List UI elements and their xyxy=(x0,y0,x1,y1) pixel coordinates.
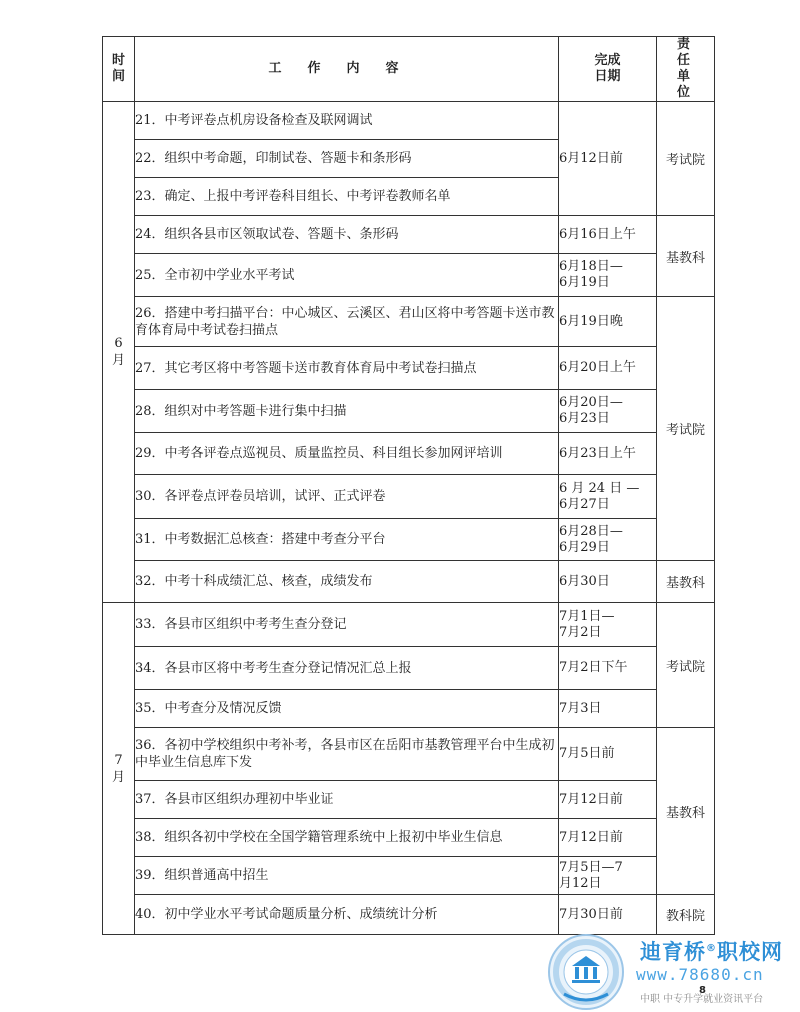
date-21-23: 6月12日前 xyxy=(559,102,657,216)
table-row xyxy=(103,647,715,690)
task-32: 32．中考十科成绩汇总、核查，成绩发布 xyxy=(135,561,559,603)
date-33: 7月1日—7月2日 xyxy=(559,603,657,647)
task-37: 37．各县市区组织办理初中毕业证 xyxy=(135,781,559,819)
task-25: 25．全市初中学业水平考试 xyxy=(135,254,559,297)
month-july: 7月 xyxy=(103,603,135,935)
task-38: 38．组织各初中学校在全国学籍管理系统中上报初中毕业生信息 xyxy=(135,819,559,857)
date-28: 6月20日—6月23日 xyxy=(559,390,657,433)
task-23: 23．确定、上报中考评卷科目组长、中考评卷教师名单 xyxy=(135,178,559,216)
task-31: 31．中考数据汇总核查：搭建中考查分平台 xyxy=(135,519,559,561)
task-26: 26．搭建中考扫描平台：中心城区、云溪区、君山区将中考答题卡送市教育体育局中考试卷扫描点 xyxy=(135,297,559,347)
task-28: 28．组织对中考答题卡进行集中扫描 xyxy=(135,390,559,433)
header-row xyxy=(103,37,715,102)
table-row xyxy=(103,102,715,140)
table-row xyxy=(103,347,715,390)
table-row xyxy=(103,819,715,857)
table-row xyxy=(103,690,715,728)
task-22: 22．组织中考命题，印制试卷、答题卡和条形码 xyxy=(135,140,559,178)
header-dept: 责任单位 xyxy=(657,37,715,102)
date-29: 6月23日上午 xyxy=(559,433,657,475)
table-row xyxy=(103,781,715,819)
task-35: 35．中考查分及情况反馈 xyxy=(135,690,559,728)
table-row xyxy=(103,603,715,647)
dept-kaoshiyuan-2: 考试院 xyxy=(657,297,715,561)
task-30: 30．各评卷点评卷员培训，试评、正式评卷 xyxy=(135,475,559,519)
header-content: 工作内容 xyxy=(135,37,559,102)
task-27: 27．其它考区将中考答题卡送市教育体育局中考试卷扫描点 xyxy=(135,347,559,390)
task-39: 39．组织普通高中招生 xyxy=(135,857,559,895)
date-25: 6月18日—6月19日 xyxy=(559,254,657,297)
date-35: 7月3日 xyxy=(559,690,657,728)
header-date: 完成日期 xyxy=(559,37,657,102)
date-40: 7月30日前 xyxy=(559,895,657,935)
brand-url: www.78680.cn xyxy=(636,965,764,984)
date-31: 6月28日—6月29日 xyxy=(559,519,657,561)
task-24: 24．组织各县市区领取试卷、答题卡、条形码 xyxy=(135,216,559,254)
month-june: 6月 xyxy=(103,102,135,603)
dept-jiaokeyuan: 教科院 xyxy=(657,895,715,935)
brand-seal-icon xyxy=(548,934,624,1010)
table-row xyxy=(103,519,715,561)
table-row xyxy=(103,390,715,433)
table-row xyxy=(103,297,715,347)
task-40: 40．初中学业水平考试命题质量分析、成绩统计分析 xyxy=(135,895,559,935)
brand-name: 迪育桥®职校网 xyxy=(640,940,783,964)
page-number: 8 xyxy=(699,985,706,996)
dept-kaoshiyuan-1: 考试院 xyxy=(657,102,715,216)
header-time: 时间 xyxy=(103,37,135,102)
date-38: 7月12日前 xyxy=(559,819,657,857)
date-36: 7月5日前 xyxy=(559,728,657,781)
schedule-table xyxy=(102,36,715,935)
table-row xyxy=(103,895,715,935)
task-36: 36．各初中学校组织中考补考，各县市区在岳阳市基教管理平台中生成初中毕业生信息库下发 xyxy=(135,728,559,781)
brand-watermark xyxy=(548,934,800,1012)
task-34: 34．各县市区将中考考生查分登记情况汇总上报 xyxy=(135,647,559,690)
date-32: 6月30日 xyxy=(559,561,657,603)
date-30: 6 月 24 日 —6月27日 xyxy=(559,475,657,519)
task-33: 33．各县市区组织中考考生查分登记 xyxy=(135,603,559,647)
dept-jijiaoke-2: 基教科 xyxy=(657,561,715,603)
date-27: 6月20日上午 xyxy=(559,347,657,390)
date-34: 7月2日下午 xyxy=(559,647,657,690)
table-row xyxy=(103,561,715,603)
date-24: 6月16日上午 xyxy=(559,216,657,254)
table-row xyxy=(103,254,715,297)
date-39: 7月5日—7月12日 xyxy=(559,857,657,895)
table-row xyxy=(103,728,715,781)
date-37: 7月12日前 xyxy=(559,781,657,819)
task-21: 21．中考评卷点机房设备检查及联网调试 xyxy=(135,102,559,140)
brand-tagline: 中职 中专升学就业资讯平台 xyxy=(640,994,764,1005)
task-29: 29．中考各评卷点巡视员、质量监控员、科目组长参加网评培训 xyxy=(135,433,559,475)
table-row xyxy=(103,216,715,254)
table-row xyxy=(103,857,715,895)
dept-kaoshiyuan-3: 考试院 xyxy=(657,603,715,728)
table-row xyxy=(103,475,715,519)
dept-jijiaoke-3: 基教科 xyxy=(657,728,715,895)
dept-jijiaoke-1: 基教科 xyxy=(657,216,715,297)
table-row xyxy=(103,433,715,475)
date-26: 6月19日晚 xyxy=(559,297,657,347)
